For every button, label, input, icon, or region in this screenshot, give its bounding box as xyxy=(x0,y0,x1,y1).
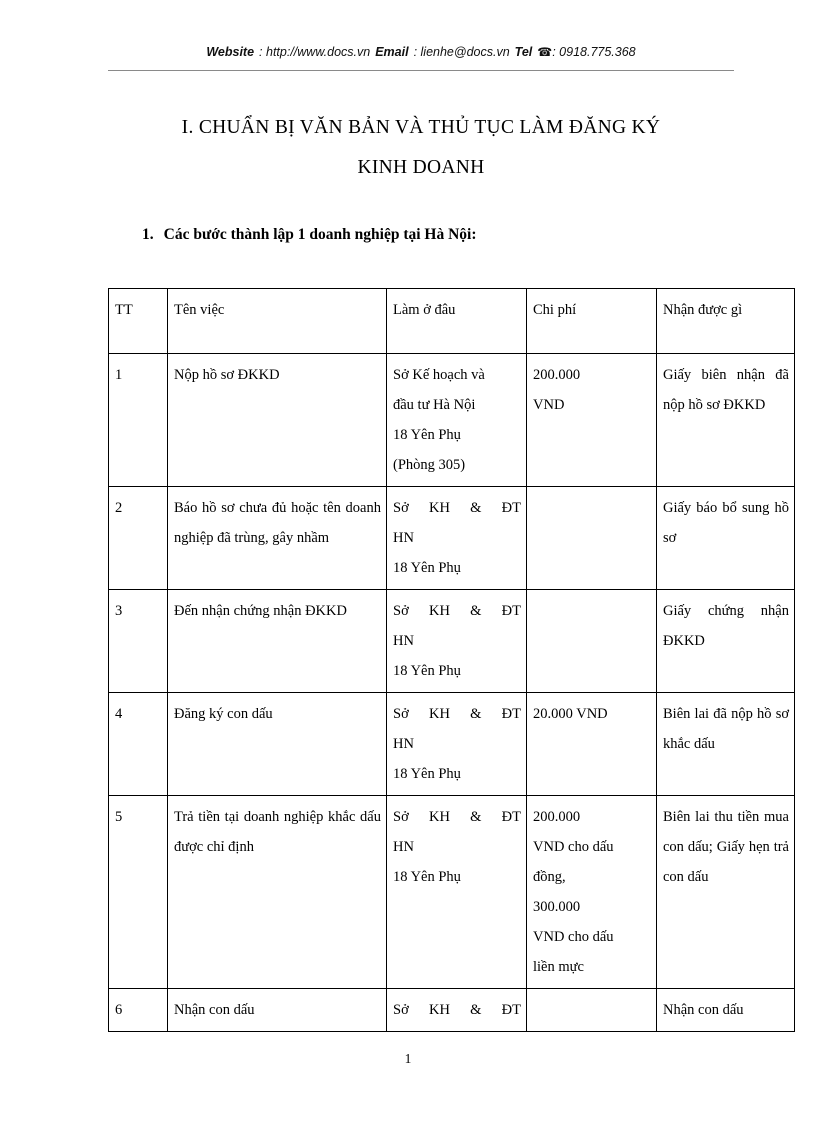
cell-line: 300.000 xyxy=(533,899,581,915)
cell-line: HN xyxy=(393,736,414,752)
cell-tt: 2 xyxy=(109,487,168,590)
cell-line: HN xyxy=(393,839,414,855)
cell-line: đồng, xyxy=(533,869,566,885)
cell-tt: 1 xyxy=(109,354,168,487)
table-row xyxy=(109,590,795,693)
telephone-icon: ☎ xyxy=(537,45,553,59)
website-label: Website xyxy=(206,45,255,59)
page-number: 1 xyxy=(404,1051,412,1066)
table-row xyxy=(109,989,795,1032)
table-row xyxy=(109,693,795,796)
cell-task: Đến nhận chứng nhận ĐKKD xyxy=(168,590,387,693)
cell-line: VND cho dấu xyxy=(533,929,614,945)
cell-line: 18 Yên Phụ xyxy=(393,663,461,679)
tel-label: Tel xyxy=(514,45,533,59)
cell-task: Đăng ký con dấu xyxy=(168,693,387,796)
cell-line: 18 Yên Phụ xyxy=(393,427,461,443)
column-header-received: Nhận được gì xyxy=(657,289,795,354)
cell-received: Giấy biên nhận đã nộp hồ sơ ĐKKD xyxy=(657,354,795,487)
cell-cost xyxy=(527,487,657,590)
table-row xyxy=(109,354,795,487)
cell-line: HN xyxy=(393,530,414,546)
cell-received: Biên lai đã nộp hồ sơ khắc dấu xyxy=(657,693,795,796)
page-title-line-2: KINH DOANH xyxy=(357,157,485,178)
column-header-task: Tên việc xyxy=(168,289,387,354)
cell-line: Sở Kế hoạch và xyxy=(393,367,485,383)
tel-value: : 0918.775.368 xyxy=(552,45,636,59)
section-heading xyxy=(142,224,477,246)
cell-line: VND xyxy=(533,397,565,413)
cell-received: Giấy báo bổ sung hồ sơ xyxy=(657,487,795,590)
cell-line: 18 Yên Phụ xyxy=(393,869,461,885)
cell-tt: 4 xyxy=(109,693,168,796)
column-header-tt: TT xyxy=(109,289,168,354)
cell-cost xyxy=(527,796,657,989)
cell-where xyxy=(387,693,527,796)
section-number: 1. xyxy=(142,226,154,243)
cell-received: Giấy chứng nhận ĐKKD xyxy=(657,590,795,693)
cell-task: Nhận con dấu xyxy=(168,989,387,1032)
column-header-cost: Chi phí xyxy=(527,289,657,354)
cell-line: liền mực xyxy=(533,959,584,975)
cell-line: Sở KH & ĐT xyxy=(393,500,521,516)
cell-cost xyxy=(527,989,657,1032)
cell-line: Sở KH & ĐT xyxy=(393,603,521,619)
document-running-header xyxy=(108,44,734,60)
header-divider xyxy=(108,70,734,71)
cell-where xyxy=(387,989,527,1032)
steps-table-wrapper xyxy=(108,288,789,1032)
cell-where xyxy=(387,590,527,693)
table-row xyxy=(109,487,795,590)
cell-received: Biên lai thu tiền mua con dấu; Giấy hẹn trả con dấu xyxy=(657,796,795,989)
cell-cost xyxy=(527,354,657,487)
section-heading-text: Các bước thành lập 1 doanh nghiệp tại Hà Nội: xyxy=(163,226,477,243)
cell-tt: 5 xyxy=(109,796,168,989)
cell-line: 200.000 xyxy=(533,809,581,825)
cell-line: 18 Yên Phụ xyxy=(393,560,461,576)
table-row xyxy=(109,796,795,989)
email-label: Email xyxy=(375,45,409,59)
cell-line: HN xyxy=(393,633,414,649)
cell-line: 18 Yên Phụ xyxy=(393,766,461,782)
cell-tt: 3 xyxy=(109,590,168,693)
website-value: : http://www.docs.vn xyxy=(259,45,371,59)
cell-cost xyxy=(527,693,657,796)
cell-line: Sở KH & ĐT xyxy=(393,1002,521,1018)
steps-table xyxy=(108,288,795,1032)
cell-where xyxy=(387,354,527,487)
table-header-row xyxy=(109,289,795,354)
cell-line: (Phòng 305) xyxy=(393,457,466,473)
cell-tt: 6 xyxy=(109,989,168,1032)
cell-where xyxy=(387,796,527,989)
email-value: : lienhe@docs.vn xyxy=(413,45,510,59)
cell-received: Nhận con dấu xyxy=(657,989,795,1032)
page-title xyxy=(108,108,734,188)
cell-task: Báo hồ sơ chưa đủ hoặc tên doanh nghiệp đã trùng, gây nhầm xyxy=(168,487,387,590)
cell-line: Sở KH & ĐT xyxy=(393,809,521,825)
cell-line: VND cho dấu xyxy=(533,839,614,855)
cell-line: đầu tư Hà Nội xyxy=(393,397,476,413)
cell-line: 200.000 xyxy=(533,367,581,383)
cell-line: 20.000 VND xyxy=(533,706,608,722)
cell-where xyxy=(387,487,527,590)
cell-line: Sở KH & ĐT xyxy=(393,706,521,722)
cell-task: Nộp hồ sơ ĐKKD xyxy=(168,354,387,487)
column-header-where: Làm ở đâu xyxy=(387,289,527,354)
page-title-line-1: I. CHUẨN BỊ VĂN BẢN VÀ THỦ TỤC LÀM ĐĂNG KÝ xyxy=(181,117,661,138)
cell-cost xyxy=(527,590,657,693)
cell-task: Trả tiền tại doanh nghiệp khắc dấu được chỉ định xyxy=(168,796,387,989)
